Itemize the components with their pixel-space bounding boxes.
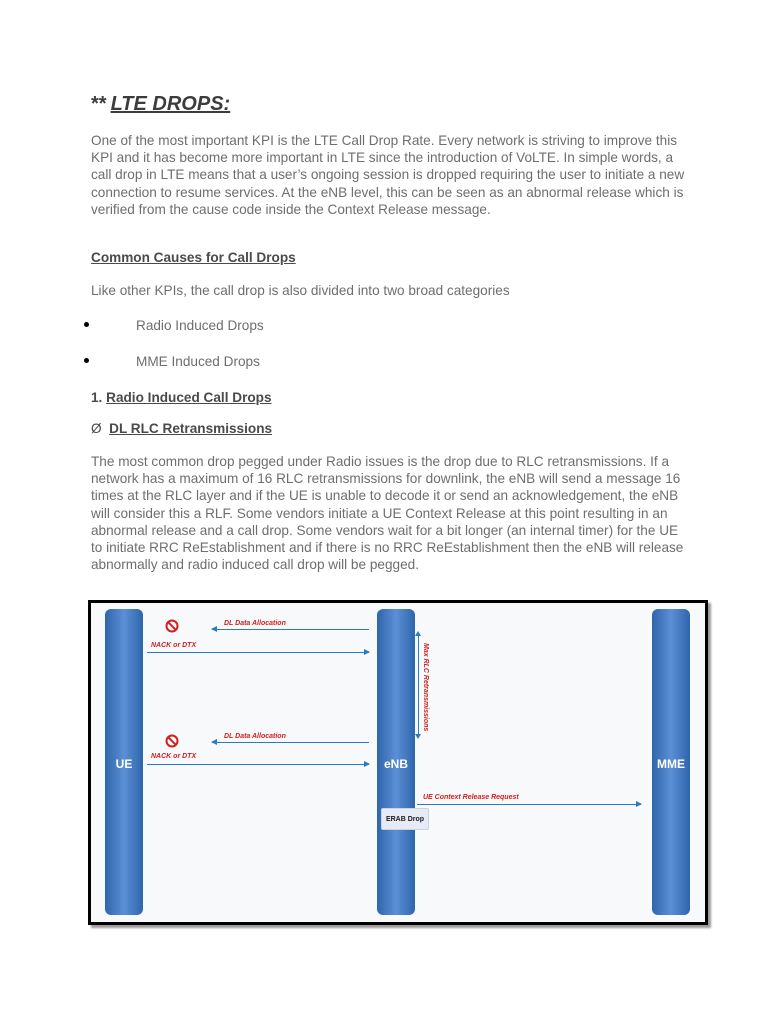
title-text: LTE DROPS: — [110, 93, 231, 115]
bullet-dot — [84, 358, 89, 363]
erab-drop-box: ERAB Drop — [381, 808, 429, 830]
msg-ue-context-release: UE Context Release Request — [423, 794, 519, 801]
section-heading-radio: 1. Radio Induced Call Drops — [91, 390, 272, 405]
lane-ue — [105, 609, 143, 915]
lane-mme — [652, 609, 690, 915]
msg-dl-data-allocation-1: DL Data Allocation — [224, 620, 286, 627]
arrow-nack-1 — [147, 652, 369, 653]
intro-paragraph: One of the most important KPI is the LTE Call Drop Rate. Every network is striving to improve this KPI and it has become more important in LTE since the introduction of VoLTE. In simple words, a call drop in LTE means that a user’s ongoing session is dropped requiring the user to initiate a new connection to resume services. At the eNB level, this can be seen as an abnormal release which is verified from the cause code inside the Context Release message. — [91, 133, 685, 217]
max-rlc-label: Max RLC Retransmissions — [422, 643, 429, 732]
lane-label-ue: UE — [115, 757, 133, 771]
subsection-heading-rlc: Ø DL RLC Retransmissions — [91, 421, 273, 436]
bullet-item-radio: Radio Induced Drops — [136, 318, 264, 333]
bullet-item-mme: MME Induced Drops — [136, 354, 260, 369]
lane-label-mme: MME — [657, 757, 685, 771]
title-prefix: ** — [91, 93, 107, 115]
arrow-dl-allocation-2 — [212, 742, 369, 743]
arrow-context-release — [417, 804, 641, 805]
msg-nack-dtx-1: NACK or DTX — [151, 642, 197, 649]
arrow-nack-2 — [147, 764, 369, 765]
common-causes-heading: Common Causes for Call Drops — [91, 250, 296, 265]
rlc-paragraph: The most common drop pegged under Radio issues is the drop due to RLC retransmissions. If a network has a maximum of 16 RLC retransmissions for downlink, the eNB will send a message 16 times at the RLC layer and if the UE is unable to decode it or send an acknowledgement, the eNB will consider this a RLF. Some vendors initiate a UE Context Release at this point resulting in an abnormal release and a call drop. Some vendors wait for a bit longer (an internal timer) for the UE to initiate RRC ReEstablishment and if there is no RRC ReEstablishment then the eNB will release abnormally and radio induced call drop will be pegged. — [91, 454, 684, 573]
lane-enb — [377, 609, 415, 915]
msg-dl-data-allocation-2: DL Data Allocation — [224, 733, 286, 740]
arrow-dl-allocation-1 — [212, 629, 369, 630]
page-title — [91, 93, 230, 116]
no-entry-icon — [165, 734, 179, 748]
call-drop-sequence-diagram — [88, 600, 708, 925]
msg-nack-dtx-2: NACK or DTX — [151, 753, 197, 760]
no-entry-icon — [165, 619, 179, 633]
bullet-dot — [84, 322, 89, 327]
categories-text: Like other KPIs, the call drop is also divided into two broad categories — [91, 283, 510, 298]
max-rlc-bracket — [418, 633, 419, 737]
lane-label-enb: eNB — [383, 757, 408, 771]
